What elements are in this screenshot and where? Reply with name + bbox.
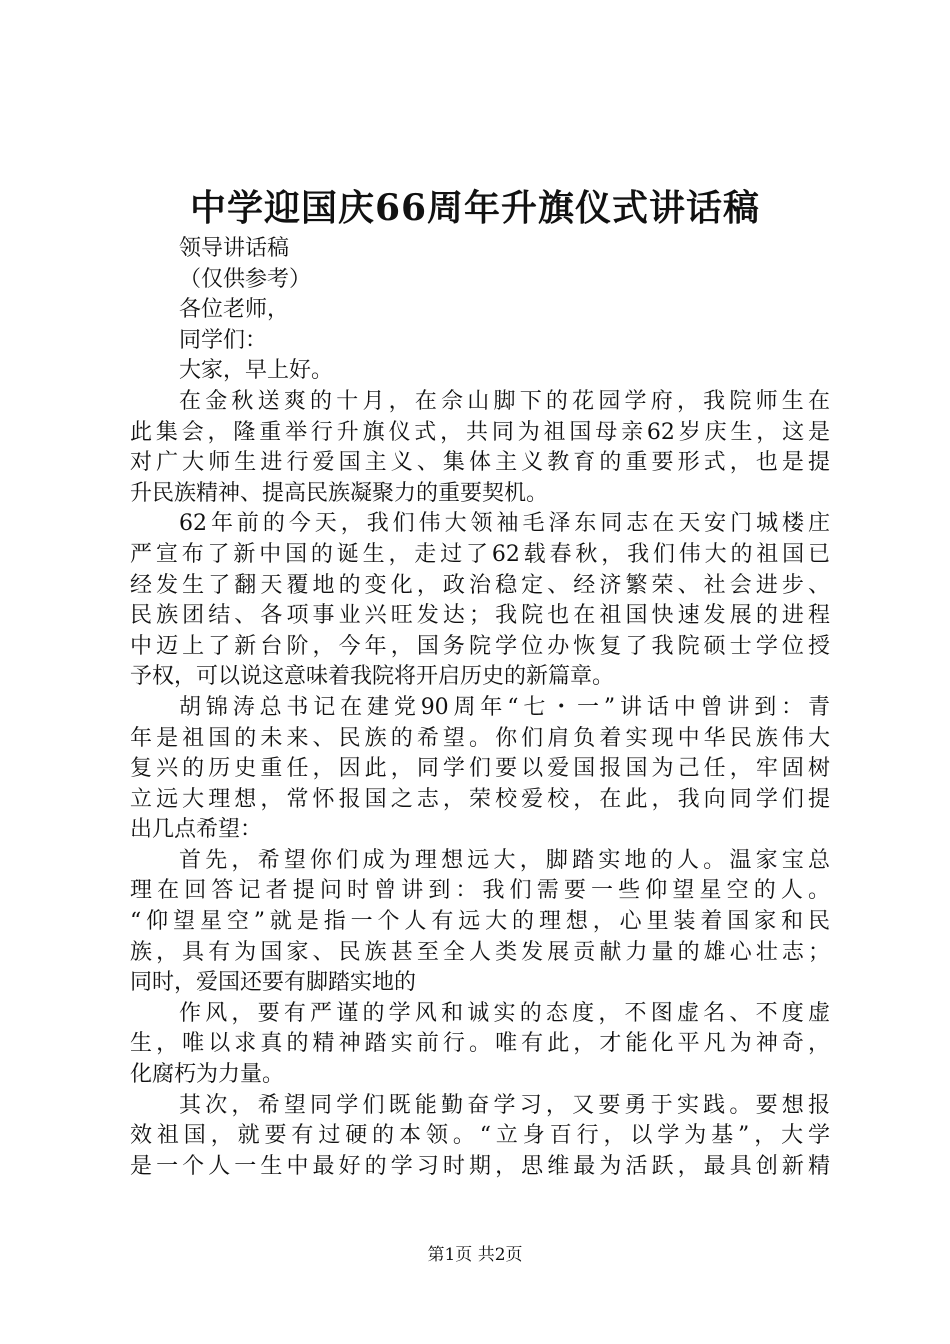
body-line: 严宣布了新中国的诞生，走过了62载春秋，我们伟大的祖国已 [130, 541, 830, 567]
body-line: “仰望星空”就是指一个人有远大的理想，心里装着国家和民 [130, 909, 830, 935]
document-title: 中学迎国庆66周年升旗仪式讲话稿 [189, 187, 761, 229]
body-line: 各位老师， [179, 297, 290, 323]
body-line: 中迈上了新台阶，今年，国务院学位办恢复了我院硕士学位授 [130, 633, 830, 659]
body-line: 出几点希望： [130, 817, 263, 843]
body-line: 效祖国，就要有过硬的本领。“立身百行，以学为基”，大学 [130, 1123, 830, 1149]
body-line: 62年前的今天，我们伟大领袖毛泽东同志在天安门城楼庄 [179, 511, 830, 537]
body-line: 胡锦涛总书记在建党90周年“七・一”讲话中曾讲到：青 [179, 694, 830, 720]
body-line: 领导讲话稿 [179, 236, 290, 261]
body-line: 予权，可以说这意味着我院将开启历史的新篇章。 [130, 664, 615, 690]
body-line: 理在回答记者提问时曾讲到：我们需要一些仰望星空的人。 [130, 878, 830, 904]
body-line: 作风，要有严谨的学风和诚实的态度，不图虚名、不度虚 [179, 1000, 830, 1026]
body-line: 年是祖国的未来、民族的希望。你们肩负着实现中华民族伟大 [130, 725, 830, 751]
body-line: 化腐朽为力量。 [130, 1062, 285, 1088]
body-line: 生，唯以求真的精神踏实前行。唯有此，才能化平凡为神奇， [130, 1031, 830, 1057]
body-line: 民族团结、各项事业兴旺发达；我院也在祖国快速发展的进程 [130, 603, 830, 629]
body-line: 其次，希望同学们既能勤奋学习，又要勇于实践。要想报 [179, 1092, 830, 1118]
body-line: 大家，早上好。 [179, 358, 334, 384]
body-line: （仅供参考） [179, 266, 312, 292]
body-line: 同学们： [179, 327, 268, 353]
body-line: 对广大师生进行爱国主义、集体主义教育的重要形式，也是提 [130, 450, 830, 476]
page-footer: 第1页 共2页 [427, 1245, 523, 1265]
body-line: 立远大理想，常怀报国之志，荣校爱校，在此，我向同学们提 [130, 786, 830, 812]
body-line: 在金秋送爽的十月，在佘山脚下的花园学府，我院师生在 [179, 388, 830, 414]
document-body [130, 234, 830, 1182]
body-line: 升民族精神、提高民族凝聚力的重要契机。 [130, 480, 549, 506]
body-line: 经发生了翻天覆地的变化，政治稳定、经济繁荣、社会进步、 [130, 572, 830, 598]
body-line: 首先，希望你们成为理想远大，脚踏实地的人。温家宝总 [179, 847, 830, 873]
body-line: 复兴的历史重任，因此，同学们要以爱国报国为己任，牢固树 [130, 756, 830, 782]
body-line: 此集会，隆重举行升旗仪式，共同为祖国母亲62岁庆生，这是 [130, 419, 830, 445]
body-line: 族，具有为国家、民族甚至全人类发展贡献力量的雄心壮志； [130, 939, 830, 965]
body-line: 是一个人一生中最好的学习时期，思维最为活跃，最具创新精 [130, 1153, 830, 1179]
body-line: 同时，爱国还要有脚踏实地的 [130, 970, 417, 996]
